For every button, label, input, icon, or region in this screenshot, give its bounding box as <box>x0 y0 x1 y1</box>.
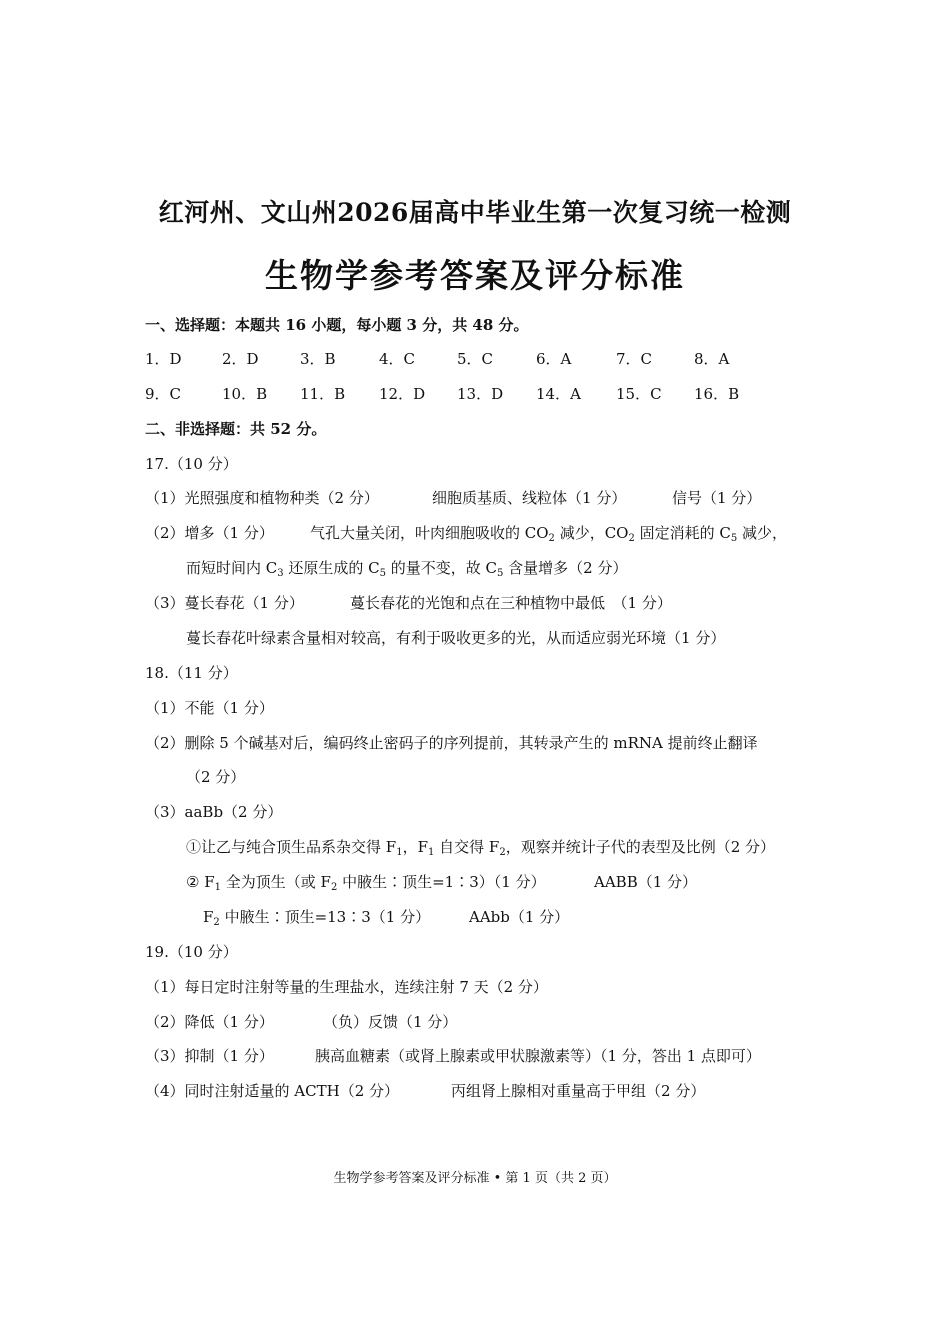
q19-label: 19.（10 分） <box>145 943 238 961</box>
q18-p1: （1）不能（1 分） <box>145 699 274 717</box>
section2-heading: 二、非选择题：共 52 分。 <box>145 420 327 438</box>
answer-item: 1．D <box>145 350 182 368</box>
q17-p2-text: 固定消耗的 C <box>634 524 731 542</box>
q17-p2-text: 减少，CO <box>554 524 629 542</box>
q18-s2-text: 中腋生∶顶生=1∶3）（1 分） <box>337 873 546 891</box>
answer-item: 9．C <box>145 385 182 403</box>
answer-item: 5．C <box>457 350 494 368</box>
answer-item: 8．A <box>694 350 730 368</box>
q18-s2-sub: 1 <box>214 882 221 893</box>
q18-s3-text: F <box>203 908 214 926</box>
answer-item: 7．C <box>616 350 653 368</box>
q19-p4-a: （4）同时注射适量的 ACTH（2 分） <box>145 1082 400 1100</box>
q17-p3-line2: 蔓长春花叶绿素含量相对较高，有利于吸收更多的光，从而适应弱光环境（1 分） <box>186 629 726 647</box>
q18-s2-sub: 2 <box>330 882 338 893</box>
q18-s3-sub: 2 <box>213 917 220 928</box>
answer-item: 12．D <box>379 385 426 403</box>
answer-item: 4．C <box>379 350 416 368</box>
q19-p2-a: （2）降低（1 分） <box>145 1013 274 1031</box>
q17-p2-b <box>310 523 787 543</box>
q18-s1-sub: 1 <box>396 847 403 858</box>
answer-item: 3．B <box>300 350 336 368</box>
page-footer: 生物学参考答案及评分标准 • 第 1 页（共 2 页） <box>333 1171 617 1186</box>
q17-p2-sub: 5 <box>497 568 504 579</box>
q17-p2-sub: 2 <box>628 533 635 544</box>
exam-title: 红河州、文山州2026届高中毕业生第一次复习统一检测 <box>158 198 792 227</box>
q18-s3-text: 中腋生∶顶生=13∶3（1 分） <box>219 908 431 926</box>
q18-s2 <box>186 872 546 892</box>
q17-p3-a: （3）蔓长春花（1 分） <box>145 594 304 612</box>
q17-p1-c: 信号（1 分） <box>672 489 762 507</box>
q19-p2-b: （负）反馈（1 分） <box>323 1013 458 1031</box>
answer-item: 10．B <box>222 385 268 403</box>
answer-item: 6．A <box>536 350 572 368</box>
q19-p3-b: 胰高血糖素（或肾上腺素或甲状腺激素等）（1 分，答出 1 点即可） <box>315 1047 761 1065</box>
q18-s2-text: ② F <box>186 873 215 891</box>
q18-s1-text: ，F <box>402 838 428 856</box>
q17-label: 17.（10 分） <box>145 455 238 473</box>
q19-p3-a: （3）抑制（1 分） <box>145 1047 274 1065</box>
q17-p2-text: 而短时间内 C <box>186 559 278 577</box>
q18-s1-text: ①让乙与纯合顶生品系杂交得 F <box>186 838 397 856</box>
q17-p1-b: 细胞质基质、线粒体（1 分） <box>432 489 627 507</box>
q18-s2-genotype: AABB（1 分） <box>594 873 698 891</box>
q17-p2-text: 含量增多（2 分） <box>503 559 628 577</box>
q17-p2-line2 <box>186 558 628 578</box>
q18-p2-line2: （2 分） <box>186 768 246 786</box>
q17-p2-text: 还原生成的 C <box>283 559 380 577</box>
q17-p1-a: （1）光照强度和植物种类（2 分） <box>145 489 379 507</box>
answer-item: 11．B <box>300 385 346 403</box>
answer-item: 2．D <box>222 350 259 368</box>
answer-item: 15．C <box>616 385 662 403</box>
q18-s1 <box>186 837 775 857</box>
answer-item: 14．A <box>536 385 581 403</box>
q18-p3: （3）aaBb（2 分） <box>145 803 283 821</box>
q17-p3-b: 蔓长春花的光饱和点在三种植物中最低 （1 分） <box>350 594 672 612</box>
q17-p2-sub: 3 <box>277 568 284 579</box>
section1-heading: 一、选择题：本题共 16 小题，每小题 3 分，共 48 分。 <box>145 316 529 334</box>
q18-s1-sub: 2 <box>499 847 506 858</box>
q19-p1: （1）每日定时注射等量的生理盐水，连续注射 7 天（2 分） <box>145 978 548 996</box>
q17-p2-text: 的量不变，故 C <box>386 559 498 577</box>
q18-s3-genotype: AAbb（1 分） <box>469 908 570 926</box>
q17-p2-sub: 5 <box>379 568 387 579</box>
q18-s1-sub: 1 <box>427 847 435 858</box>
q18-s2-text: 全为顶生（或 F <box>221 873 331 891</box>
q17-p2-text: 气孔大量关闭，叶肉细胞吸收的 CO <box>310 524 549 542</box>
answer-item: 13．D <box>457 385 504 403</box>
q17-p2-a: （2）增多（1 分） <box>145 524 274 542</box>
q18-label: 18.（11 分） <box>145 664 238 682</box>
q18-s1-text: ，观察并统计子代的表型及比例（2 分） <box>505 838 776 856</box>
q18-s1-text: 自交得 F <box>434 838 500 856</box>
q17-p2-sub: 5 <box>730 533 738 544</box>
q18-p2: （2）删除 5 个碱基对后，编码终止密码子的序列提前，其转录产生的 mRNA 提前终止翻译 <box>145 734 758 752</box>
document-title: 生物学参考答案及评分标准 <box>265 256 685 295</box>
q18-s3 <box>203 907 430 927</box>
q17-p2-text: 减少， <box>737 524 788 542</box>
q17-p2-sub: 2 <box>548 533 555 544</box>
q19-p4-b: 丙组肾上腺相对重量高于甲组（2 分） <box>451 1082 706 1100</box>
answer-item: 16．B <box>694 385 740 403</box>
